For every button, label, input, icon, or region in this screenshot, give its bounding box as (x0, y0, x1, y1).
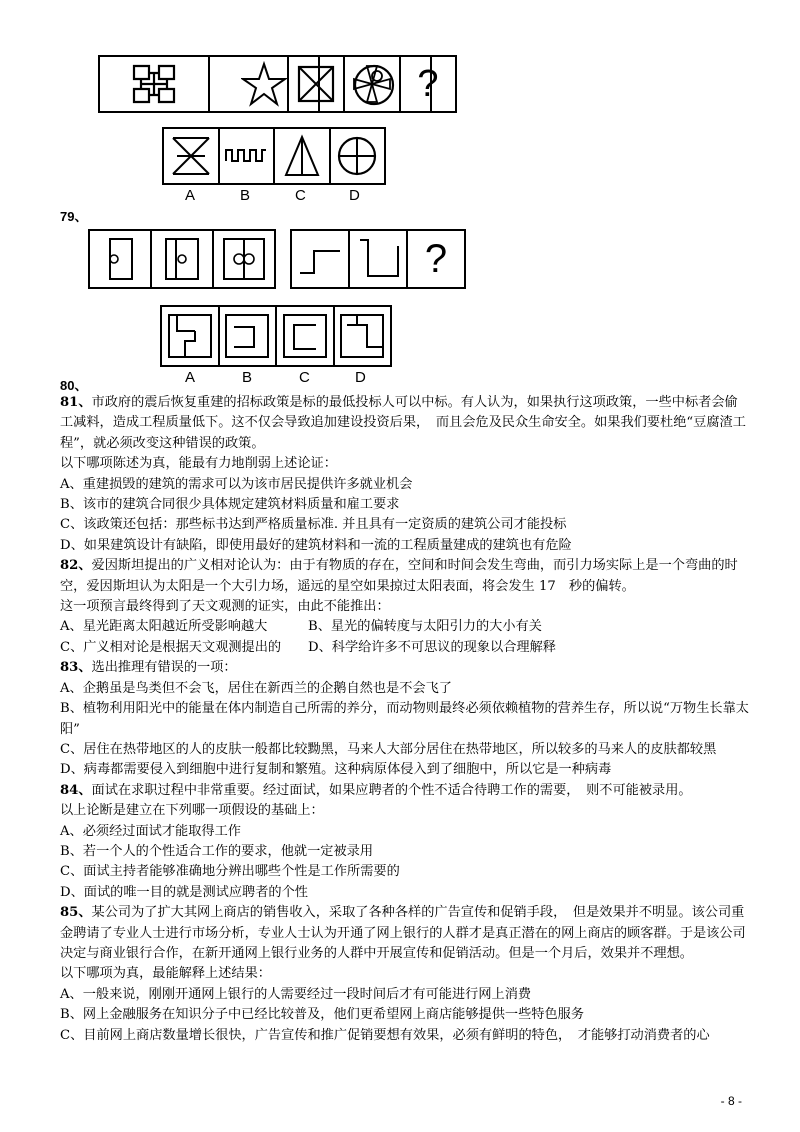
q81-option-d: D、如果建筑设计有缺陷，即使用最好的建筑材料和一流的工程质量建成的建筑也有危险 (60, 537, 572, 553)
q80-option-d-label: D (355, 369, 366, 386)
q80-option-b-figure (220, 307, 278, 365)
q80-sequence-right (290, 229, 466, 289)
q84-option-b: B、若一个人的个性适合工作的要求，他就一定被录用 (60, 843, 374, 859)
q82-option-c: C、广义相对论是根据天文观测提出的 (60, 639, 282, 655)
q84-number: 84、 (60, 782, 92, 798)
q80-question-mark: ? (424, 237, 448, 281)
q82-prompt: 这一项预言最终得到了天文观测的证实，由此不能推出： (60, 599, 390, 615)
page-number: - 8 - (720, 1094, 742, 1108)
q85-stem (60, 903, 750, 964)
q85-option-b: B、网上金融服务在知识分子中已经比较普及，他们更希望网上商店能够提供一些特色服务 (60, 1007, 584, 1023)
q80-step-line-figure (292, 231, 350, 287)
q83-number: 83、 (60, 660, 92, 676)
q80-option-a-label: A (185, 369, 196, 386)
q85-prompt: 以下哪项为真，最能解释上述结果： (60, 966, 271, 982)
q79-options (162, 127, 386, 185)
q80-question-cell (408, 231, 464, 287)
q80-rect-two-circles-figure (152, 231, 214, 287)
q80-rect-circle-figure (90, 231, 152, 287)
q79-option-d-label: D (349, 187, 360, 204)
q83-option-a: A、企鹅虽是鸟类但不会飞，居住在新西兰的企鹅自然也是不会飞了 (60, 680, 452, 696)
q79-option-c-figure (275, 129, 331, 183)
q85-option-a: A、一般来说，刚刚开通网上银行的人需要经过一段时间后才有可能进行网上消费 (60, 986, 532, 1002)
q80-option-c-figure (277, 307, 335, 365)
q81-prompt: 以下哪项陈述为真，能最有力地削弱上述论证： (60, 456, 337, 472)
q79-number: 79、 (60, 209, 88, 224)
q80-rect-infinity-figure (214, 231, 274, 287)
q83-stem-text: 选出推理有错误的一项： (91, 660, 237, 676)
q85-stem-text: 某公司为了扩大其网上商店的销售收入，采取了各种各样的广告宣传和促销手段， 但是效果并不明显。该公司重金聘请了专业人士进行市场分析，专业人士认为开通了网上银行的人群才是真正潜在的网上商店的顾客群。于是该公司决定与商业银行合作，在新开通网上银行业务的人群中开展宣传和促销活动。但是一个月后，效果并不理想。 (60, 905, 746, 961)
q79-flower-figure (345, 57, 401, 111)
q81-option-c: C、该政策还包括：那些标书达到严格质量标准. 并且具有一定资质的建筑公司才能投标 (60, 517, 567, 533)
q83-option-d: D、病毒都需要侵入到细胞中进行复制和繁殖。这种病原体侵入到了细胞中，所以它是一种病毒 (60, 762, 612, 778)
q79-option-a-figure (164, 129, 220, 183)
q82-stem-text: 爱因斯坦提出的广义相对论认为：由于有物质的存在，空间和时间会发生弯曲，而引力场实际上是一个弯曲的时空，爱因斯坦认为太阳是一个大引力场，遥远的星空如果掠过太阳表面，将会发生 17 秒的偏转。 (60, 558, 738, 594)
q84-prompt: 以上论断是建立在下列哪一项假设的基础上： (60, 803, 324, 819)
q80-option-a-figure (162, 307, 220, 365)
q79-option-a-label: A (185, 187, 196, 204)
q84-option-d: D、面试的唯一目的就是测试应聘者的个性 (60, 884, 308, 900)
q79-square-x-figure (289, 57, 345, 111)
q82-stem (60, 556, 750, 597)
q83-option-b: B、植物利用阳光中的能量在体内制造自己所需的养分，而动物则最终必须依赖植物的营养生存，所以说“万物生长靠太阳” (60, 701, 749, 737)
q80-bracket-figure (350, 231, 408, 287)
q80-option-c-label: C (299, 369, 310, 386)
q80-option-b-label: B (242, 369, 253, 386)
q80-options (160, 305, 392, 367)
q84-stem (60, 781, 750, 801)
q79-grid-cross-figure (100, 57, 210, 111)
q85-option-c: C、目前网上商店数量增长很快，广告宣传和推广促销要想有效果，必须有鲜明的特色， 才能够打动消费者的心 (60, 1027, 710, 1043)
q79-option-d-figure (331, 129, 385, 183)
q84-stem-text: 面试在求职过程中非常重要。经过面试，如果应聘者的个性不适合待聘工作的需要， 则不可能被录用。 (91, 782, 692, 798)
q81-number: 81、 (60, 395, 92, 410)
q82-options-row-1 (60, 617, 750, 637)
q79-sequence-right-box (287, 55, 457, 113)
q80-option-d-figure (335, 307, 391, 365)
q79-option-c-label: C (295, 187, 306, 204)
question-text-block (60, 393, 750, 1046)
q81-stem (60, 393, 750, 454)
q81-option-a: A、重建损毁的建筑的需求可以为该市居民提供许多就业机会 (60, 476, 413, 492)
q84-option-a: A、必须经过面试才能取得工作 (60, 823, 241, 839)
q83-option-c: C、居住在热带地区的人的皮肤一般都比较黝黑，马来人大部分居住在热带地区，所以较多的马来人的皮肤都较黑 (60, 741, 717, 757)
q82-option-d: D、科学给许多不可思议的现象以合理解释 (308, 639, 556, 655)
q84-option-c: C、面试主持者能够准确地分辨出哪些个性是工作所需要的 (60, 864, 400, 880)
q79-question-mark: ? (417, 63, 439, 105)
q85-number: 85、 (60, 905, 92, 921)
q80-sequence-left (88, 229, 276, 289)
q82-options-row-2 (60, 638, 750, 658)
q79-option-b-label: B (240, 187, 251, 204)
q80-number: 80、 (60, 378, 88, 393)
q83-stem (60, 658, 750, 678)
q79-question-cell (401, 57, 455, 111)
q82-option-b: B、星光的偏转度与太阳引力的大小有关 (308, 619, 542, 635)
q79-option-b-figure (220, 129, 276, 183)
q82-number: 82、 (60, 558, 92, 574)
q81-option-b: B、该市的建筑合同很少具体规定建筑材料质量和雇工要求 (60, 497, 400, 513)
q82-option-a: A、星光距离太阳越近所受影响越大 (60, 619, 268, 635)
q81-stem-text: 市政府的震后恢复重建的招标政策是标的最低投标人可以中标。有人认为，如果执行这项政策，一些中标者会偷工减料，造成工程质量低下。这不仅会导致追加建设投资后果， 而且会危及民众生命安全。如果我们要杜绝“豆腐渣工程”，就必须改变这种错误的政策。 (60, 395, 746, 451)
